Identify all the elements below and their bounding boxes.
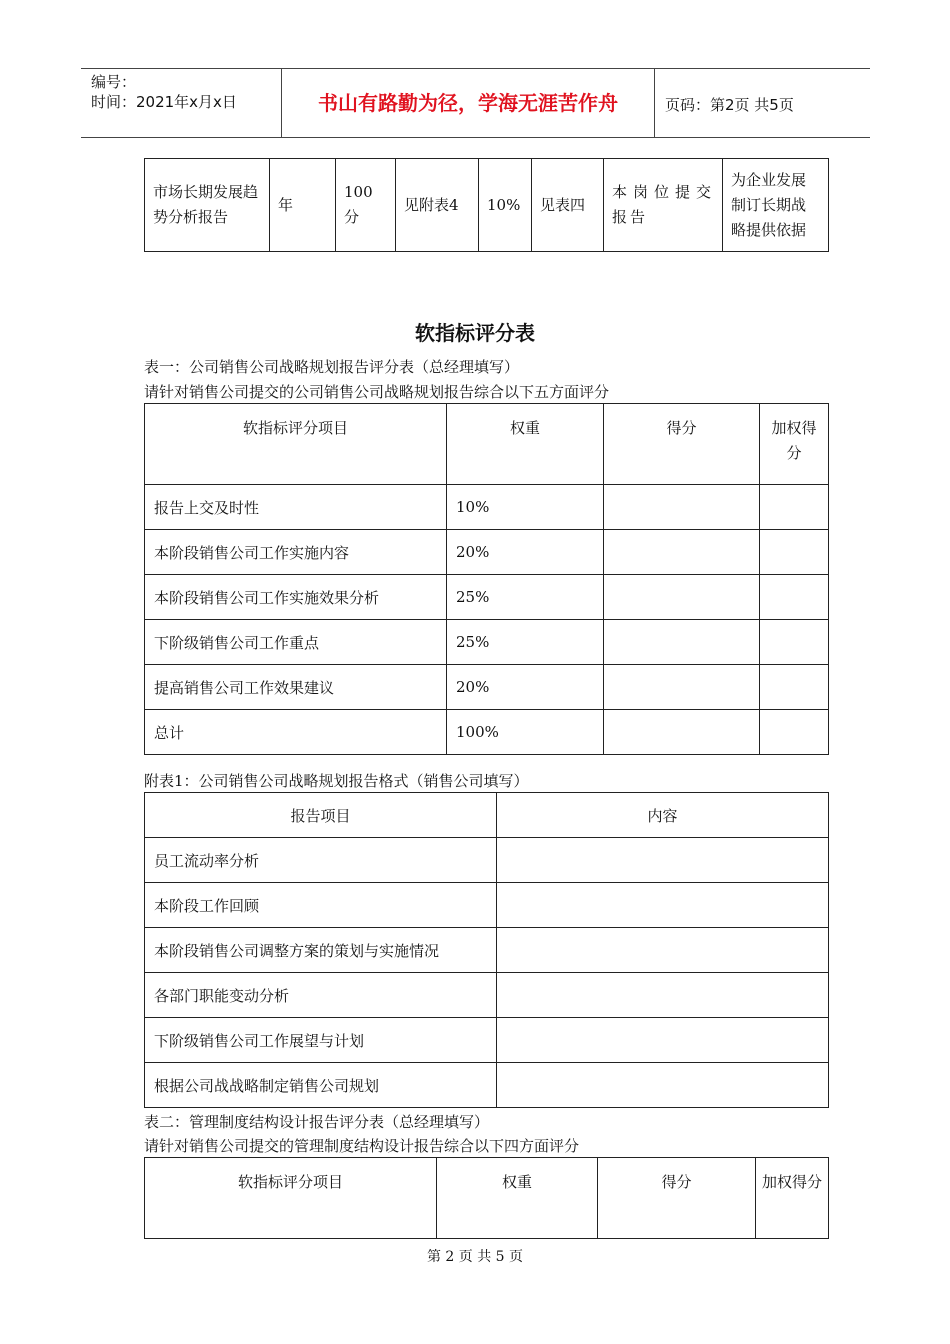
header-divider bbox=[654, 69, 655, 137]
weighted-score-cell[interactable] bbox=[760, 665, 829, 710]
table2-caption: 表二：管理制度结构设计报告评分表（总经理填写） bbox=[144, 1113, 490, 1131]
table-row bbox=[145, 530, 829, 575]
table-cell: 见表四 bbox=[532, 159, 604, 252]
content-cell[interactable] bbox=[497, 1018, 829, 1063]
content-cell[interactable] bbox=[497, 838, 829, 883]
content-cell[interactable] bbox=[497, 928, 829, 973]
weighted-score-cell[interactable] bbox=[760, 575, 829, 620]
top-row-table bbox=[144, 158, 829, 252]
report-item-cell: 下阶级销售公司工作展望与计划 bbox=[145, 1018, 497, 1063]
item-cell: 总计 bbox=[145, 710, 447, 755]
column-header: 软指标评分项目 bbox=[145, 1158, 437, 1239]
attachment1-table bbox=[144, 792, 829, 1108]
report-item-cell: 各部门职能变动分析 bbox=[145, 973, 497, 1018]
table-row bbox=[145, 485, 829, 530]
table-cell: 本岗位提交报告 bbox=[604, 159, 723, 252]
score-cell[interactable] bbox=[604, 620, 760, 665]
page-footer: 第 2 页 共 5 页 bbox=[426, 1249, 524, 1265]
header-page-label: 页码：第2页 共5页 bbox=[665, 96, 794, 114]
content-cell[interactable] bbox=[497, 883, 829, 928]
weight-cell: 20% bbox=[447, 665, 604, 710]
table1-instruction: 请针对销售公司提交的公司销售公司战略规划报告综合以下五方面评分 bbox=[144, 383, 610, 401]
table-header-row bbox=[145, 404, 829, 485]
column-header: 软指标评分项目 bbox=[145, 404, 447, 485]
weight-cell: 10% bbox=[447, 485, 604, 530]
number-label: 编号： bbox=[91, 73, 137, 91]
item-cell: 本阶段销售公司工作实施效果分析 bbox=[145, 575, 447, 620]
table-header-row bbox=[145, 793, 829, 838]
table-row bbox=[145, 1063, 829, 1108]
item-cell: 本阶段销售公司工作实施内容 bbox=[145, 530, 447, 575]
table-row bbox=[145, 710, 829, 755]
attachment1-caption: 附表1：公司销售公司战略规划报告格式（销售公司填写） bbox=[144, 772, 529, 790]
table2 bbox=[144, 1157, 829, 1239]
score-cell[interactable] bbox=[604, 710, 760, 755]
column-header: 内容 bbox=[497, 793, 829, 838]
column-header: 加权得分 bbox=[760, 404, 829, 485]
column-header: 权重 bbox=[437, 1158, 598, 1239]
table-cell: 见附表4 bbox=[396, 159, 479, 252]
page-header bbox=[81, 68, 870, 138]
report-item-cell: 员工流动率分析 bbox=[145, 838, 497, 883]
column-header: 权重 bbox=[447, 404, 604, 485]
score-cell[interactable] bbox=[604, 575, 760, 620]
score-cell[interactable] bbox=[604, 665, 760, 710]
table-header-row bbox=[145, 1158, 829, 1239]
table-row bbox=[145, 883, 829, 928]
column-header: 得分 bbox=[604, 404, 760, 485]
content-cell[interactable] bbox=[497, 1063, 829, 1108]
column-header: 得分 bbox=[598, 1158, 756, 1239]
table-row bbox=[145, 838, 829, 883]
header-motto: 书山有路勤为径，学海无涯苦作舟 bbox=[318, 91, 618, 115]
table-cell: 10% bbox=[479, 159, 532, 252]
report-item-cell: 本阶段工作回顾 bbox=[145, 883, 497, 928]
weighted-score-cell[interactable] bbox=[760, 485, 829, 530]
report-item-cell: 根据公司战战略制定销售公司规划 bbox=[145, 1063, 497, 1108]
score-cell[interactable] bbox=[604, 530, 760, 575]
table1-caption: 表一：公司销售公司战略规划报告评分表（总经理填写） bbox=[144, 358, 520, 376]
report-item-cell: 本阶段销售公司调整方案的策划与实施情况 bbox=[145, 928, 497, 973]
table-cell: 100分 bbox=[336, 159, 396, 252]
page-title: 软指标评分表 bbox=[415, 321, 535, 345]
column-header: 报告项目 bbox=[145, 793, 497, 838]
column-header: 加权得分 bbox=[756, 1158, 829, 1239]
table-row bbox=[145, 973, 829, 1018]
table-row bbox=[145, 928, 829, 973]
table-row bbox=[145, 575, 829, 620]
content-cell[interactable] bbox=[497, 973, 829, 1018]
weight-cell: 100% bbox=[447, 710, 604, 755]
table-row bbox=[145, 665, 829, 710]
item-cell: 报告上交及时性 bbox=[145, 485, 447, 530]
table-cell: 市场长期发展趋势分析报告 bbox=[145, 159, 270, 252]
weight-cell: 20% bbox=[447, 530, 604, 575]
table2-instruction: 请针对销售公司提交的管理制度结构设计报告综合以下四方面评分 bbox=[144, 1137, 580, 1155]
weight-cell: 25% bbox=[447, 620, 604, 665]
table-cell: 为企业发展制订长期战略提供依据 bbox=[723, 159, 829, 252]
header-meta bbox=[81, 69, 281, 137]
table-row bbox=[145, 620, 829, 665]
table-row bbox=[145, 159, 829, 252]
item-cell: 下阶级销售公司工作重点 bbox=[145, 620, 447, 665]
table1 bbox=[144, 403, 829, 755]
table-cell: 年 bbox=[270, 159, 336, 252]
score-cell[interactable] bbox=[604, 485, 760, 530]
weighted-score-cell[interactable] bbox=[760, 710, 829, 755]
item-cell: 提高销售公司工作效果建议 bbox=[145, 665, 447, 710]
weighted-score-cell[interactable] bbox=[760, 620, 829, 665]
weight-cell: 25% bbox=[447, 575, 604, 620]
table-row bbox=[145, 1018, 829, 1063]
weighted-score-cell[interactable] bbox=[760, 530, 829, 575]
time-label: 时间：2021年x月x日 bbox=[91, 93, 237, 111]
